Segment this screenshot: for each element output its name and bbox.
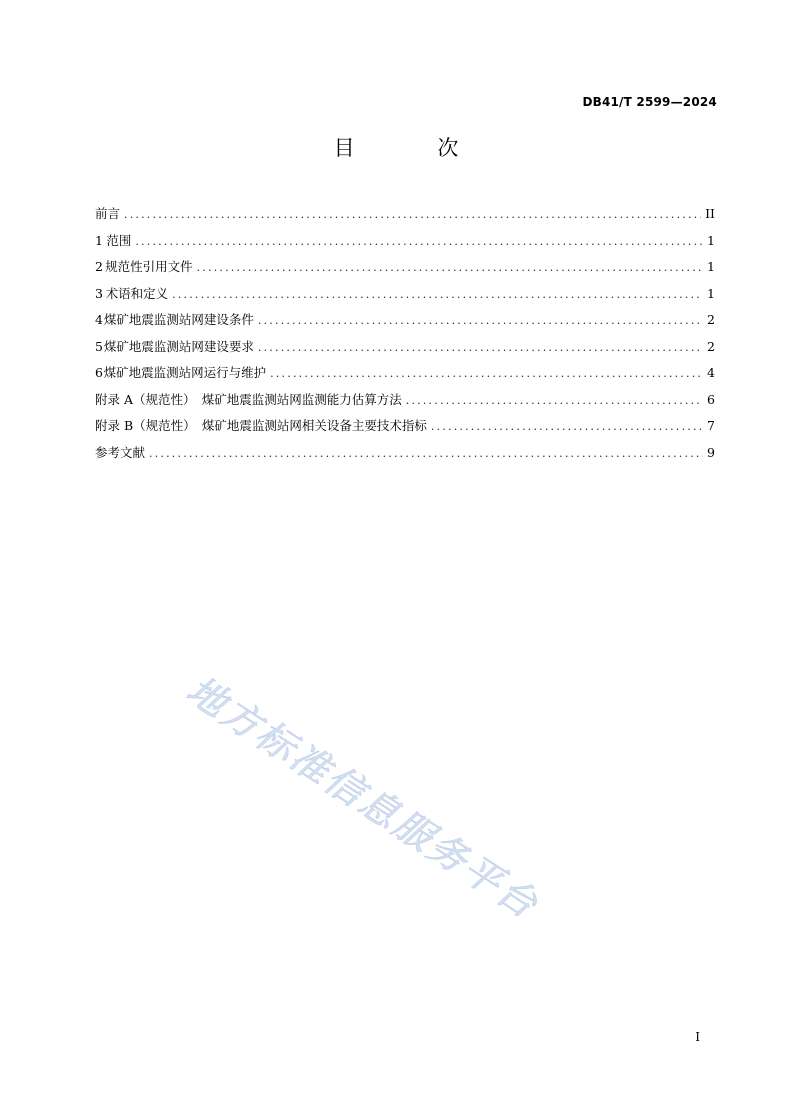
toc-entry-number: 2	[95, 259, 103, 274]
toc-entry-page: 1	[707, 285, 715, 301]
toc-entry-label: 附录 A（规范性） 煤矿地震监测站网监测能力估算方法	[95, 391, 402, 407]
toc-entry-foreword[interactable]	[95, 204, 715, 231]
toc-entry-label: 术语和定义	[105, 285, 169, 301]
toc-entry-page: 2	[707, 338, 715, 354]
toc-leader-dots	[258, 314, 703, 327]
toc-entry-appendix-b[interactable]	[95, 416, 715, 443]
toc-entry-number: 1	[95, 232, 103, 248]
toc-entry-number: 4	[95, 312, 103, 327]
toc-title: 目 次	[333, 136, 497, 160]
toc-entry-page: 4	[707, 365, 715, 380]
toc-entry-label: 参考文献	[95, 444, 146, 460]
toc-leader-dots	[124, 208, 701, 221]
toc-entry-number: 6	[95, 365, 103, 380]
toc-entry-label: 煤矿地震监测站网运行与维护	[103, 365, 267, 380]
toc-entry-page: 6	[707, 391, 715, 407]
toc-entry-number: 5	[95, 338, 103, 354]
toc-entry-page: 9	[707, 444, 715, 460]
toc-entry-appendix-a[interactable]	[95, 390, 715, 417]
toc-entry-terms-definitions[interactable]	[95, 284, 715, 311]
toc-leader-dots	[149, 447, 703, 460]
toc-leader-dots	[258, 341, 703, 354]
toc-entry-page: 2	[707, 312, 715, 327]
toc-entry-label: 规范性引用文件	[105, 259, 193, 274]
toc-entry-label: 前言	[95, 206, 121, 221]
toc-entry-operation-maintenance[interactable]	[95, 363, 715, 390]
watermark-text: 地方标准信息服务平台	[179, 667, 547, 928]
toc-leader-dots	[172, 288, 703, 301]
toc-entry-label: 范围	[106, 232, 132, 248]
toc-entry-label: 附录 B（规范性） 煤矿地震监测站网相关设备主要技术指标	[95, 418, 427, 433]
page-number: I	[695, 1030, 700, 1044]
toc-entry-construction-requirements[interactable]	[95, 337, 715, 364]
toc-entry-bibliography[interactable]	[95, 443, 715, 470]
toc-entry-scope[interactable]	[95, 231, 715, 258]
toc-entry-label: 煤矿地震监测站网建设要求	[103, 338, 254, 354]
toc-entry-number: 3	[95, 285, 103, 301]
toc-entry-page: 7	[707, 418, 715, 433]
toc-entry-page: 1	[707, 259, 715, 274]
toc-leader-dots	[406, 394, 703, 407]
toc-entry-page: 1	[707, 232, 715, 248]
toc-entry-label: 煤矿地震监测站网建设条件	[103, 312, 254, 327]
toc-list	[95, 204, 715, 469]
toc-leader-dots	[197, 261, 703, 274]
toc-leader-dots	[431, 420, 703, 433]
toc-leader-dots	[135, 235, 703, 248]
toc-leader-dots	[270, 367, 703, 380]
toc-entry-construction-conditions[interactable]	[95, 310, 715, 337]
toc-entry-page: II	[705, 206, 715, 221]
toc-entry-normative-references[interactable]	[95, 257, 715, 284]
document-number: DB41/T 2599—2024	[582, 95, 717, 109]
